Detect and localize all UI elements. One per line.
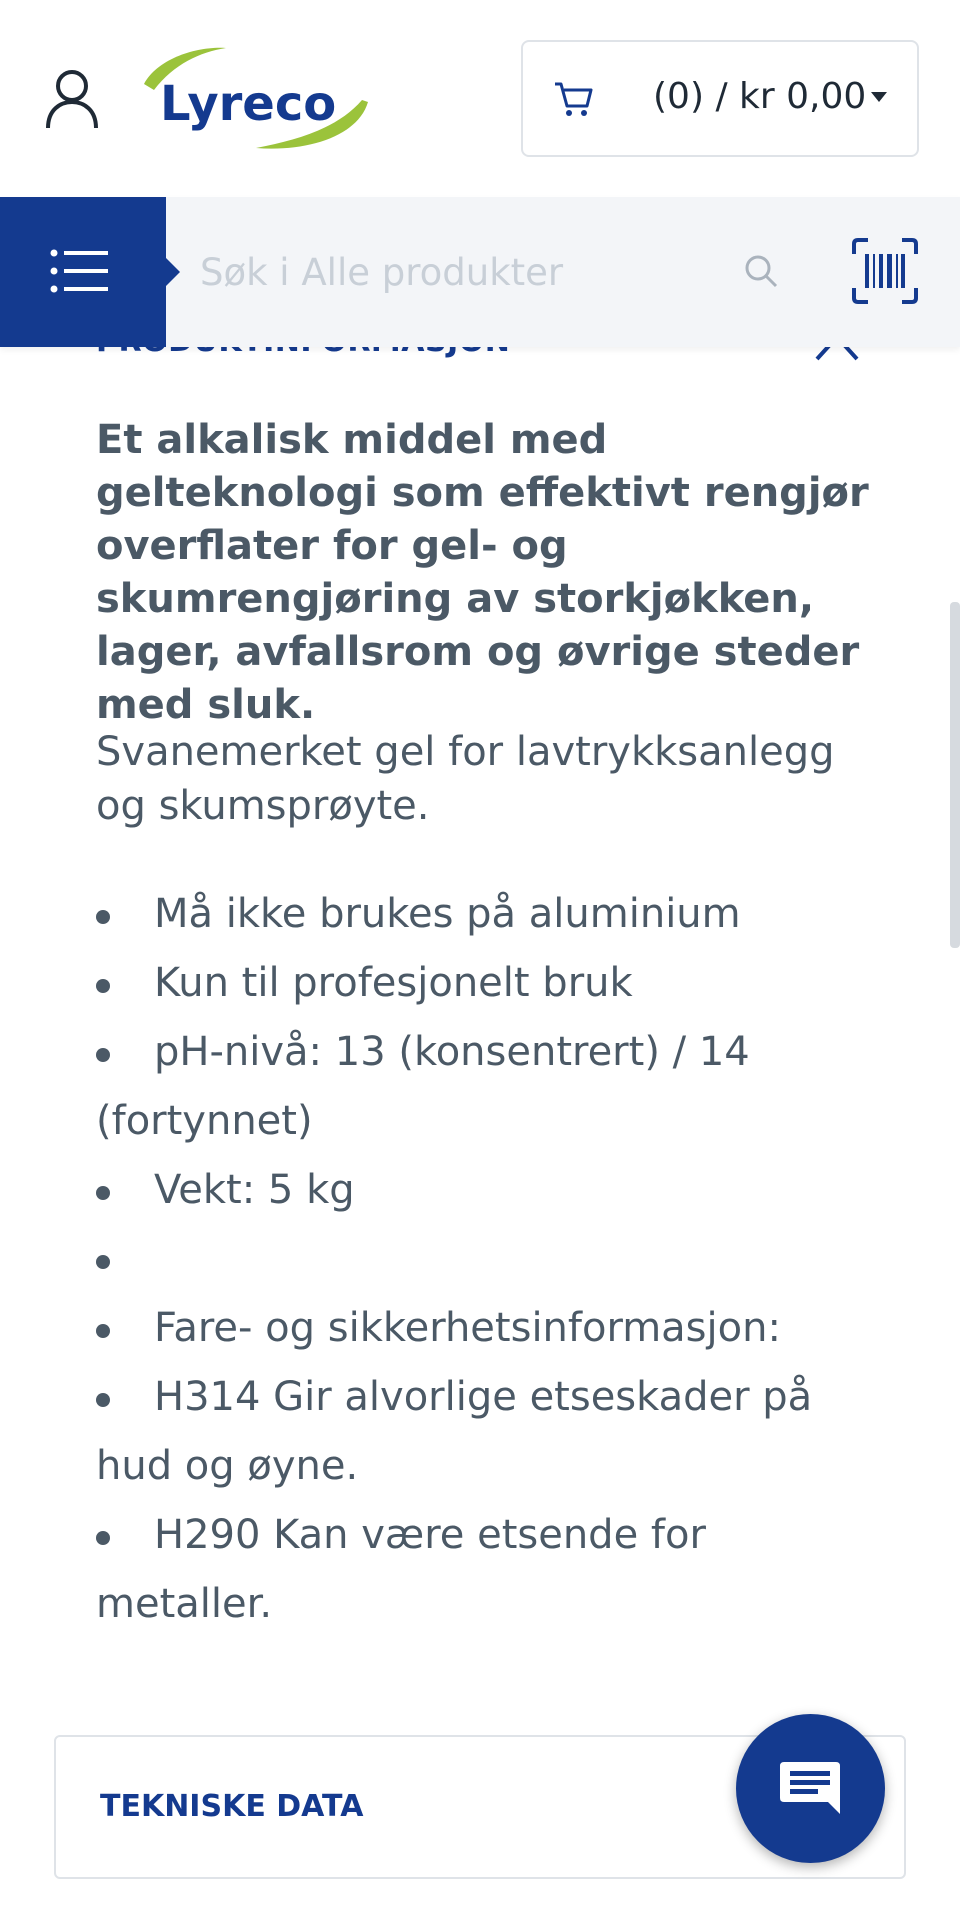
list-item: Fare- og sikkerhetsinformasjon:	[96, 1294, 856, 1363]
bullet-icon	[96, 1531, 110, 1545]
menu-icon	[50, 249, 110, 293]
bullet-icon	[96, 979, 110, 993]
list-item: H314 Gir alvorlige etseskader på hud og øyne.	[96, 1374, 813, 1489]
bullet-icon	[96, 1324, 110, 1338]
tech-data-label: TEKNISKE DATA	[100, 1789, 364, 1824]
cart-icon	[553, 80, 595, 118]
logo-text: Lyreco	[160, 76, 337, 132]
list-item: H290 Kan være etsende for metaller.	[96, 1512, 706, 1627]
search-input[interactable]	[200, 237, 720, 307]
chat-button[interactable]	[736, 1714, 885, 1863]
list-item: Kun til profesjonelt bruk	[96, 949, 856, 1018]
user-icon[interactable]	[44, 68, 100, 130]
bullet-icon	[96, 910, 110, 924]
header	[0, 0, 960, 197]
product-bullets	[96, 880, 856, 1639]
list-item: Vekt: 5 kg	[96, 1156, 856, 1225]
list-item	[96, 1225, 856, 1294]
search-bar	[0, 197, 960, 347]
search-icon[interactable]	[744, 254, 778, 288]
product-lead: Et alkalisk middel med gelteknologi som effektivt rengjør overflater for gel- og skumrengjøring av storkjøkken, lager, avfallsrom og øvrige steder med sluk.	[96, 417, 869, 728]
cart-summary: (0) / kr 0,00	[653, 76, 867, 117]
scrollbar[interactable]	[950, 602, 960, 948]
list-item: Må ikke brukes på aluminium	[96, 880, 856, 949]
bullet-icon	[96, 1186, 110, 1200]
chat-icon	[778, 1758, 842, 1820]
menu-button[interactable]	[0, 197, 166, 347]
barcode-scanner-icon[interactable]	[852, 238, 918, 304]
bullet-icon	[96, 1048, 110, 1062]
product-paragraph: Svanemerket gel for lavtrykksanlegg og skumsprøyte.	[96, 729, 835, 829]
cart-button[interactable]	[521, 40, 919, 157]
caret-down-icon	[871, 92, 887, 102]
list-item: pH-nivå: 13 (konsentrert) / 14 (fortynnet)	[96, 1029, 750, 1144]
bullet-icon	[96, 1393, 110, 1407]
lyreco-logo[interactable]	[138, 44, 374, 154]
bullet-icon	[96, 1255, 110, 1269]
